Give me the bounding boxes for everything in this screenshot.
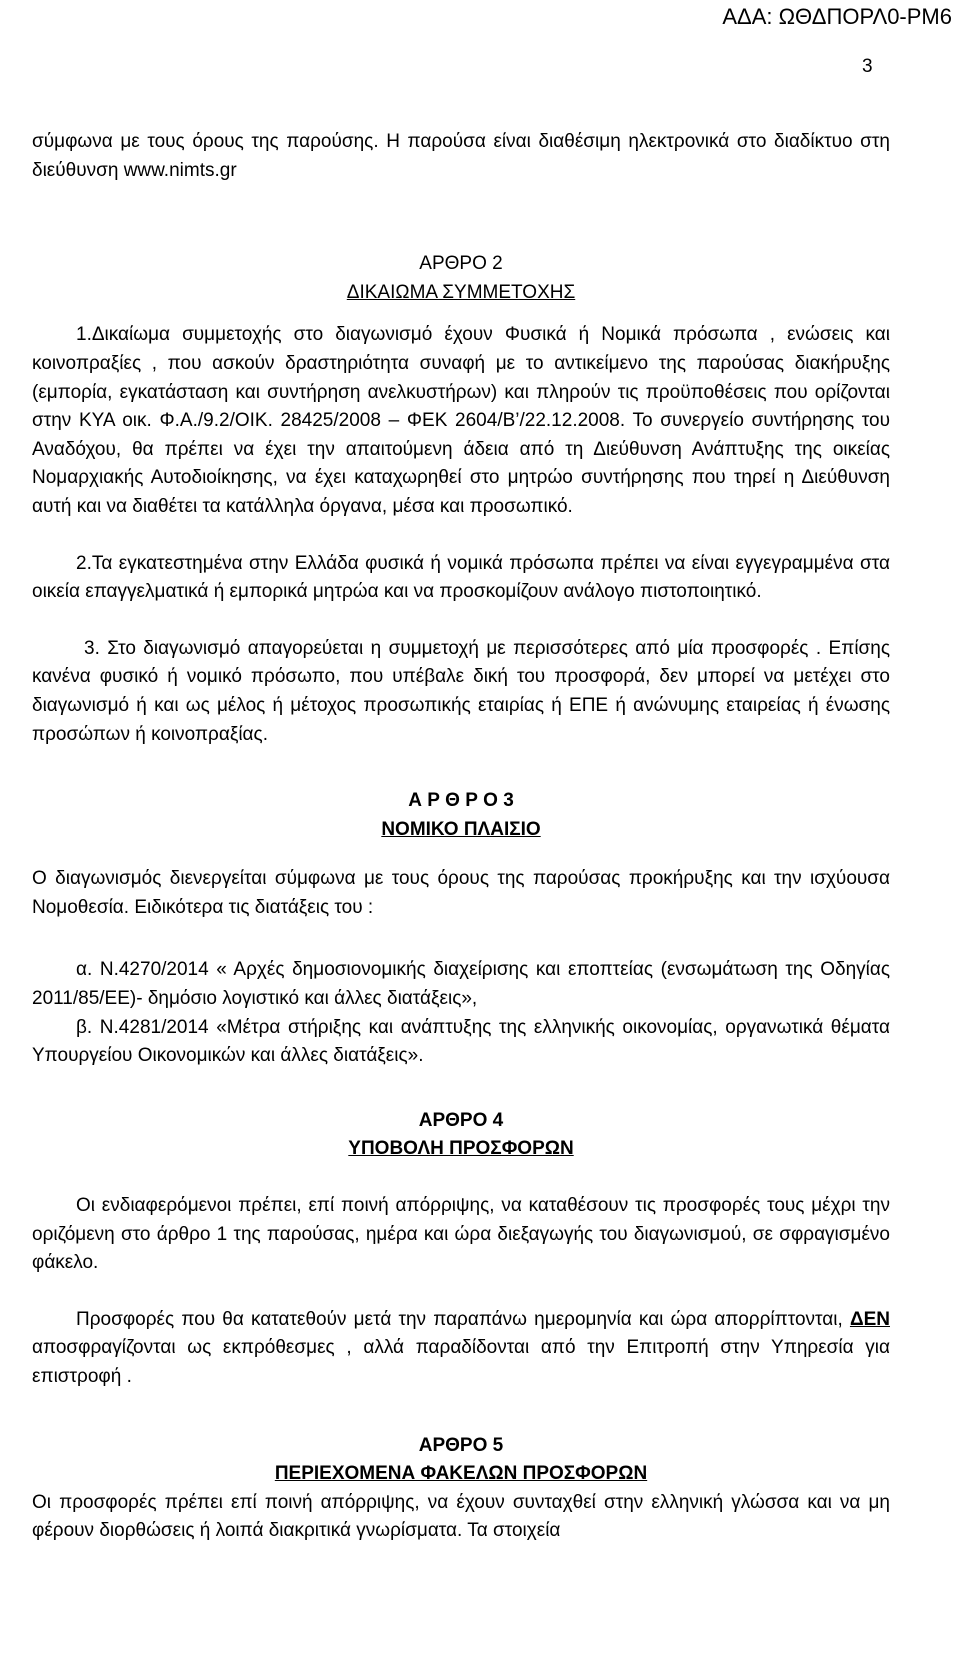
article-3-item-a: α. Ν.4270/2014 « Αρχές δημοσιονομικής διαχείρισης και εποπτείας (ενσωμάτωση της Οδηγίας 2011/85/ΕΕ)- δημόσιο λογιστικό και άλλες διατάξεις»,: [32, 959, 890, 1010]
document-body: [32, 128, 890, 1546]
article-4-number: ΑΡΘΡΟ 4: [418, 1109, 504, 1131]
article-2-paragraph-2: 2.Τα εγκατεστημένα στην Ελλάδα φυσικά ή νομικά πρόσωπα πρέπει να είναι εγγεγραμμένα στα οικεία επαγγελματικά ή εμπορικά μητρώα και να προσκομίζουν ανάλογο πιστοποιητικό.: [32, 552, 890, 603]
article-3-paragraph-1: Ο διαγωνισμός διενεργείται σύμφωνα με τους όρους της παρούσας προκήρυξης και την ισχύουσα Νομοθεσία. Ειδικότερα τις διατάξεις του :: [32, 868, 890, 918]
article-3-number: Α Ρ Θ Ρ Ο 3: [408, 790, 514, 812]
article-4-paragraph-1: Οι ενδιαφερόμενοι πρέπει, επί ποινή απόρριψης, να καταθέσουν τις προσφορές τους μέχρι την οριζόμενη στο άρθρο 1 της παρούσας, ημέρα και ώρα διεξαγωγής του διαγωνισμού, σε σφραγισμένο φάκελο.: [32, 1195, 890, 1274]
article-5-paragraph-1: Οι προσφορές πρέπει επί ποινή απόρριψης, να έχουν συνταχθεί στην ελληνική γλώσσα και να μη φέρουν διορθώσεις ή λοιπά διακριτικά γνωρίσματα. Τα στοιχεία: [32, 1491, 890, 1542]
ada-code: ΑΔΑ: ΩΘΔΠΟΡΛ0-ΡΜ6: [722, 4, 952, 29]
article-5-title: ΠΕΡΙΕΧΟΜΕΝΑ ΦΑΚΕΛΩΝ ΠΡΟΣΦΟΡΩΝ: [274, 1463, 648, 1485]
article-4-paragraph-2-end: αποσφραγίζονται ως εκπρόθεσμες , αλλά παραδίδονται από την Επιτροπή στην Υπηρεσία για επιστροφή .: [32, 1337, 890, 1387]
article-4-title: ΥΠΟΒΟΛΗ ΠΡΟΣΦΟΡΩΝ: [348, 1138, 574, 1160]
article-3-title: ΝΟΜΙΚΟ ΠΛΑΙΣΙΟ: [381, 818, 541, 840]
intro-paragraph: σύμφωνα με τους όρους της παρούσης. Η παρούσα είναι διαθέσιμη ηλεκτρονικά στο διαδίκτυο στη διεύθυνση www.nimts.gr: [32, 131, 890, 181]
article-3-item-b: β. Ν.4281/2014 «Μέτρα στήριξης και ανάπτυξης της ελληνικής οικονομίας, οργανωτικά θέματα Υπουργείου Οικονομικών και άλλες διατάξεις».: [32, 1016, 890, 1067]
article-2-title: ΔΙΚΑΙΩΜΑ ΣΥΜΜΕΤΟΧΗΣ: [346, 281, 576, 303]
article-4-emphasis-den: ΔΕΝ: [849, 1308, 890, 1330]
page-number: 3: [862, 56, 873, 77]
article-5-number: ΑΡΘΡΟ 5: [418, 1434, 504, 1456]
article-4-paragraph-2-start: Προσφορές που θα κατατεθούν μετά την παραπάνω ημερομηνία και ώρα απορρίπτονται,: [76, 1308, 843, 1330]
article-2-paragraph-1: 1.Δικαίωμα συμμετοχής στο διαγωνισμό έχουν Φυσικά ή Νομικά πρόσωπα , ενώσεις και κοινοπραξίες , που ασκούν δραστηριότητα συναφή με το αντικείμενο της παρούσας διακήρυξης (εμπορία, εγκατάσταση και συντήρηση ανελκυστήρων) και πληρούν τις προϋποθέσεις που ορίζονται στην ΚΥΑ οικ. Φ.Α./9.2/ΟΙΚ. 28425/2008 – ΦΕΚ 2604/Β’/22.12.2008. Το συνεργείο συντήρησης του Αναδόχου, θα πρέπει να έχει την απαιτούμενη άδεια από τη Διεύθυνση Ανάπτυξης της οικείας Νομαρχιακής Αυτοδιοίκησης, να έχει καταχωρηθεί στο μητρώο συντήρησης που τηρεί η Διεύθυνση αυτή και να διαθέτει τα κατάλληλα όργανα, μέσα και προσωπικό.: [32, 324, 890, 517]
article-2-number: ΑΡΘΡΟ 2: [419, 253, 503, 275]
article-2-paragraph-3: 3. Στο διαγωνισμό απαγορεύεται η συμμετοχή με περισσότερες από μία προσφορές . Επίσης κανένα φυσικό ή νομικό πρόσωπο, που υπέβαλε δική του προσφορά, δεν μπορεί να μετέχει στο διαγωνισμό ή και ως μέλος ή μέτοχος προσωπικής εταιρίας ή ΕΠΕ ή ανώνυμης εταιρείας ή ένωσης προσώπων ή κοινοπραξίας.: [32, 637, 890, 745]
article-4-paragraph-2: [32, 1306, 890, 1392]
